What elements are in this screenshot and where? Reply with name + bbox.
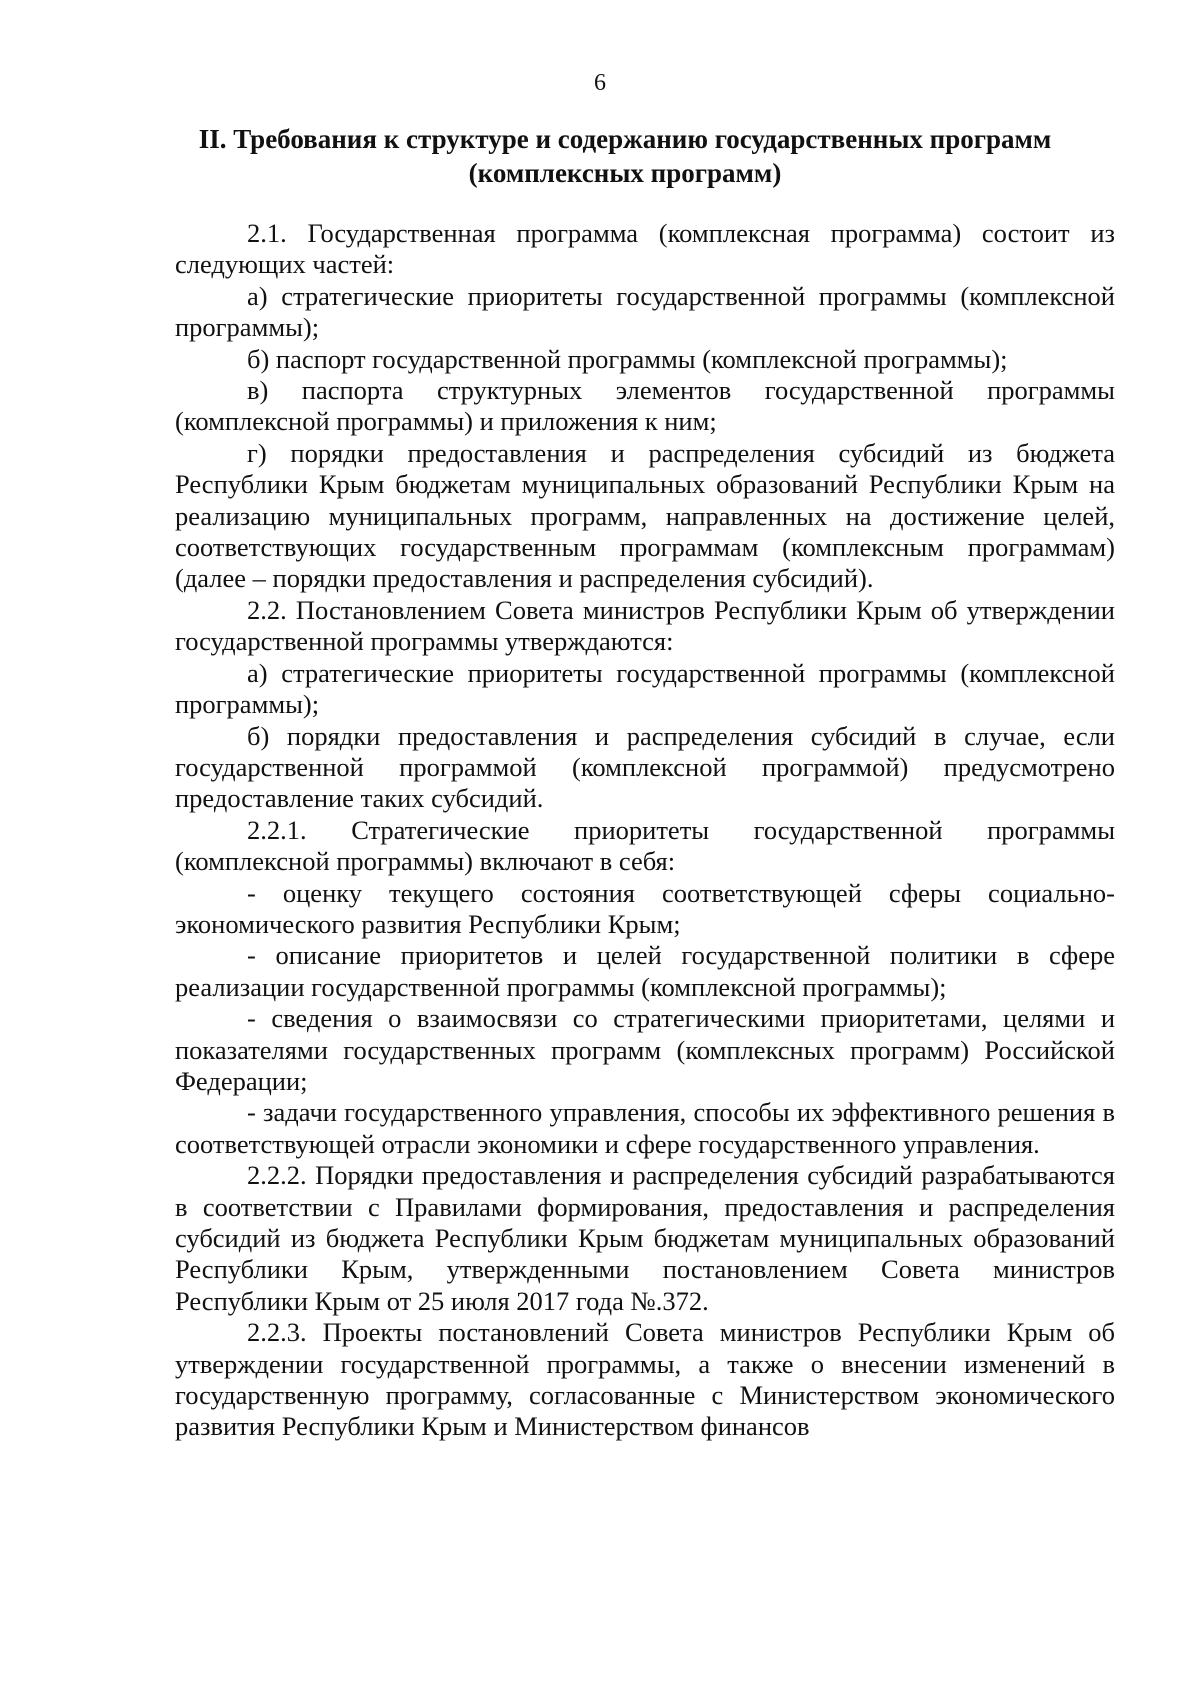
paragraph-2-2-1: 2.2.1. Стратегические приоритеты государственной программы (комплексной программы) включают в себя: <box>175 814 1115 877</box>
paragraph-2-2-b: б) порядки предоставления и распределения субсидий в случае, если государственной программой (комплексной программой) предусмотрено предоставление таких субсидий. <box>175 720 1115 814</box>
section-heading-line-2: (комплексных программ) <box>468 158 782 188</box>
list-item-priorities: - описание приоритетов и целей государственной политики в сфере реализации государственной программы (комплексной программы); <box>175 940 1115 1002</box>
paragraph-2-2-3: 2.2.3. Проекты постановлений Совета министров Республики Крым об утверждении государственной программы, а также о внесении изменений в государственную программу, согласованные с Министерством экономического развития Республики Крым и Министерством финансов <box>175 1317 1115 1442</box>
paragraph-2-1-g: г) порядки предоставления и распределения субсидий из бюджета Республики Крым бюджетам муниципальных образований Республики Крым на реализацию муниципальных программ, направленных на достижение целей, соответствующих государственным программам (комплексным программам) (далее – порядки предоставления и распределения субсидий). <box>175 437 1115 594</box>
list-item-tasks: - задачи государственного управления, способы их эффективного решения в соответствующей отрасли экономики и сфере государственного управления. <box>175 1097 1115 1159</box>
section-heading-line-1: II. Требования к структуре и содержанию государственных программ <box>198 124 1052 154</box>
list-item-interrelation: - сведения о взаимосвязи со стратегическими приоритетами, целями и показателями государственных программ (комплексных программ) Российской Федерации; <box>175 1003 1115 1096</box>
page-number: 6 <box>594 70 606 96</box>
list-item-assessment: - оценку текущего состояния соответствующей сферы социально-экономического развития Республики Крым; <box>175 877 1115 939</box>
paragraph-2-2-2: 2.2.2. Порядки предоставления и распределения субсидий разрабатываются в соответствии с Правилами формирования, предоставления и распределения субсидий из бюджета Республики Крым бюджетам муниципальных образований Республики Крым, утвержденными постановлением Совета министров Республики Крым от 25 июля 2017 года №.372. <box>175 1160 1115 1316</box>
paragraph-2-2: 2.2. Постановлением Совета министров Республики Крым об утверждении государственной программы утверждаются: <box>175 594 1115 657</box>
paragraph-2-1: 2.1. Государственная программа (комплексная программа) состоит из следующих частей: <box>175 218 1115 280</box>
paragraph-2-1-v: в) паспорта структурных элементов государственной программы (комплексной программы) и приложения к ним; <box>175 375 1115 437</box>
paragraph-2-1-b: б) паспорт государственной программы (комплексной программы); <box>247 343 1008 374</box>
document-body <box>175 218 1115 1443</box>
section-heading <box>150 122 1100 190</box>
paragraph-2-1-a: а) стратегические приоритеты государственной программы (комплексной программы); <box>175 280 1115 343</box>
paragraph-2-2-a: а) стратегические приоритеты государственной программы (комплексной программы); <box>175 657 1115 720</box>
